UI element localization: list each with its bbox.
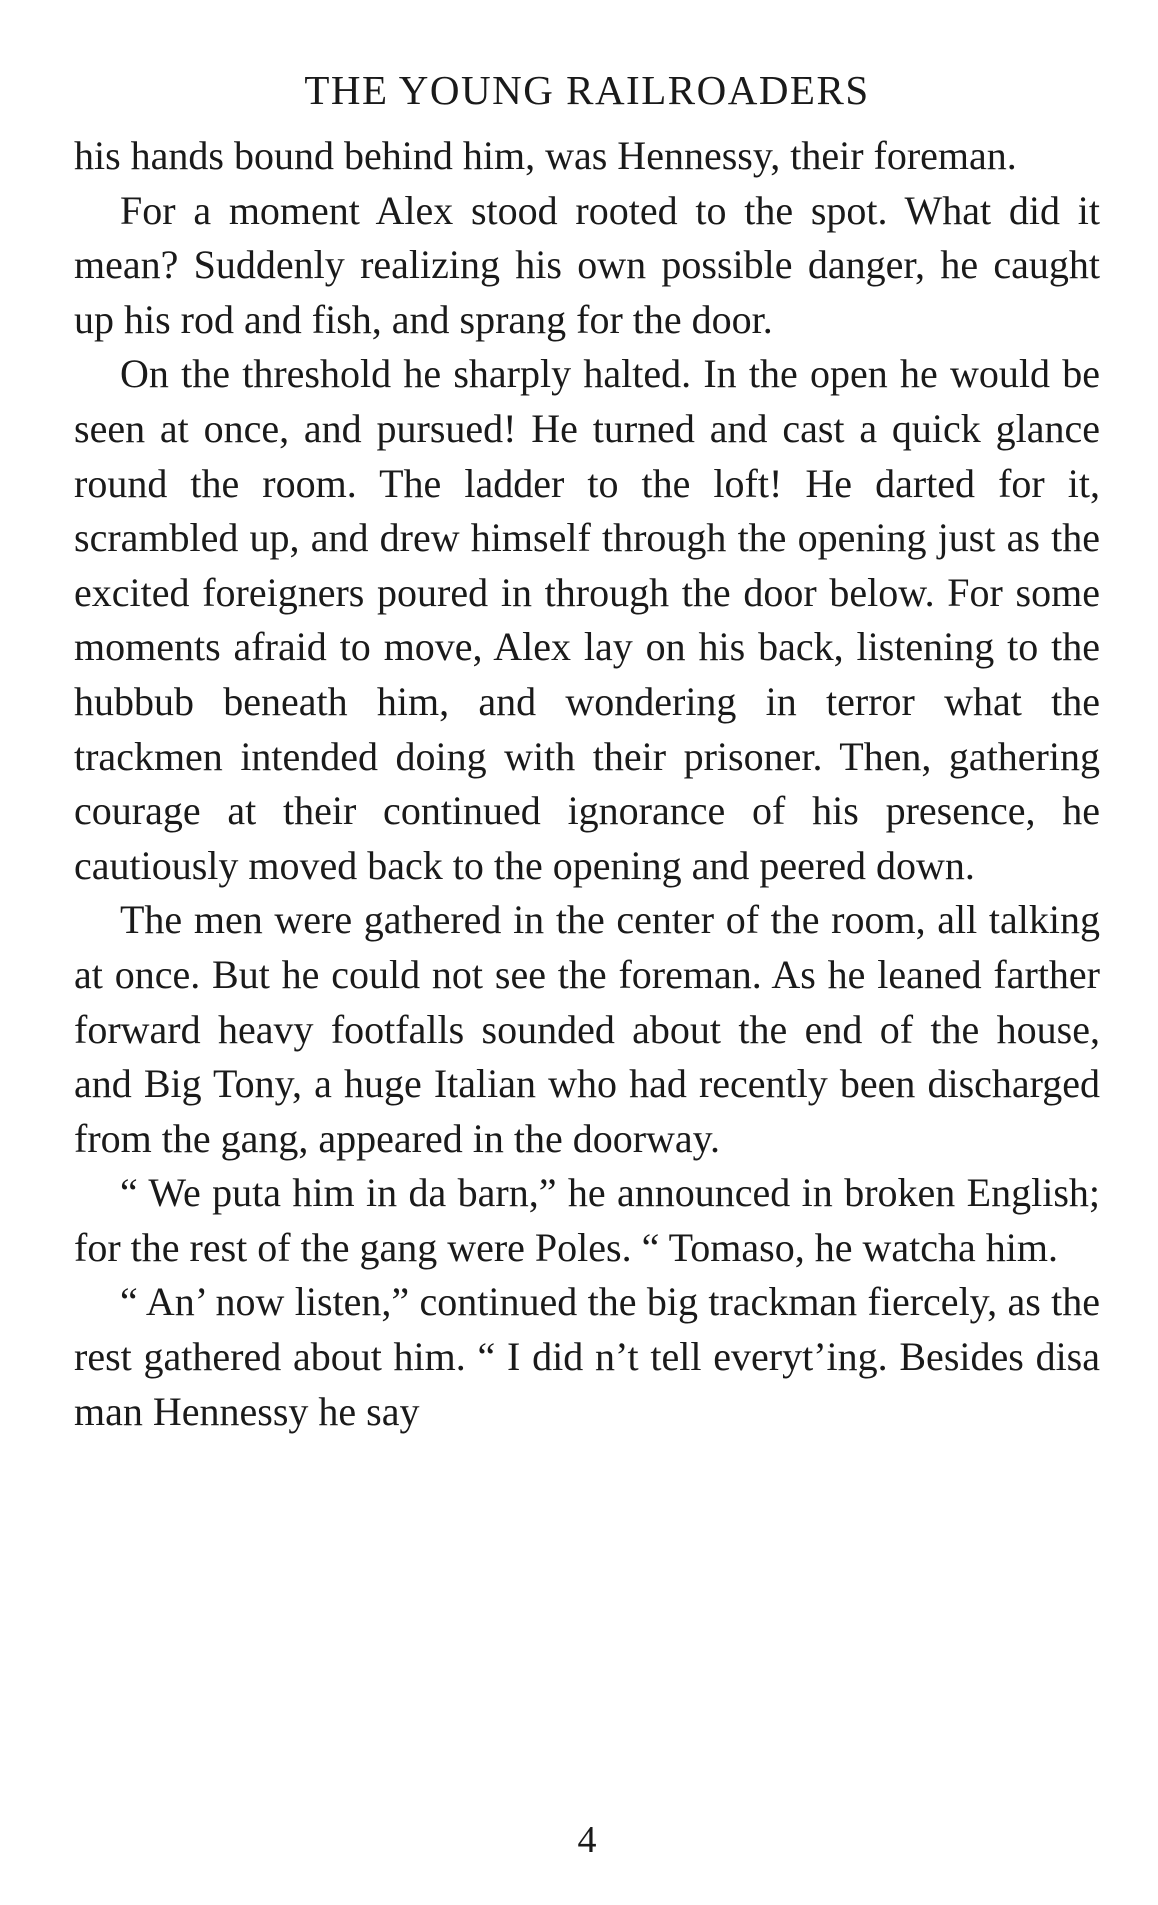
body-text — [74, 129, 1100, 1439]
paragraph-continued: his hands bound behind him, was Hennessy, their foreman. — [74, 133, 1017, 178]
running-head: THE YOUNG RAILROADERS — [304, 67, 870, 113]
paragraph: For a moment Alex stood rooted to the spot. What did it mean? Suddenly realizing his own possible danger, he caught up his rod and fish, and sprang for the door. — [74, 187, 1100, 342]
paragraph: “ An’ now listen,” continued the big trackman fiercely, as the rest gathered about him. “ I did n’t tell everyt’ing. Besides disa man Hennessy he say — [74, 1279, 1100, 1434]
book-page — [74, 58, 1100, 1878]
page-number: 4 — [577, 1819, 597, 1861]
paragraph: “ We puta him in da barn,” he announced in broken English; for the rest of the gang were Poles. “ Tomaso, he watcha him. — [74, 1170, 1100, 1270]
paragraph: On the threshold he sharply halted. In the open he would be seen at once, and pursued! He turned and cast a quick glance round the room. The ladder to the loft! He darted for it, scrambled up, and drew himself through the opening just as the excited foreigners poured in through the door below. For some moments afraid to move, Alex lay on his back, listening to the hubbub beneath him, and wondering in terror what the trackmen intended doing with their prisoner. Then, gathering courage at their continued ignorance of his presence, he cautiously moved back to the opening and peered down. — [74, 351, 1100, 888]
paragraph: The men were gathered in the center of the room, all talking at once. But he could not see the foreman. As he leaned farther forward heavy footfalls sounded about the end of the house, and Big Tony, a huge Italian who had recently been discharged from the gang, appeared in the doorway. — [74, 897, 1100, 1161]
